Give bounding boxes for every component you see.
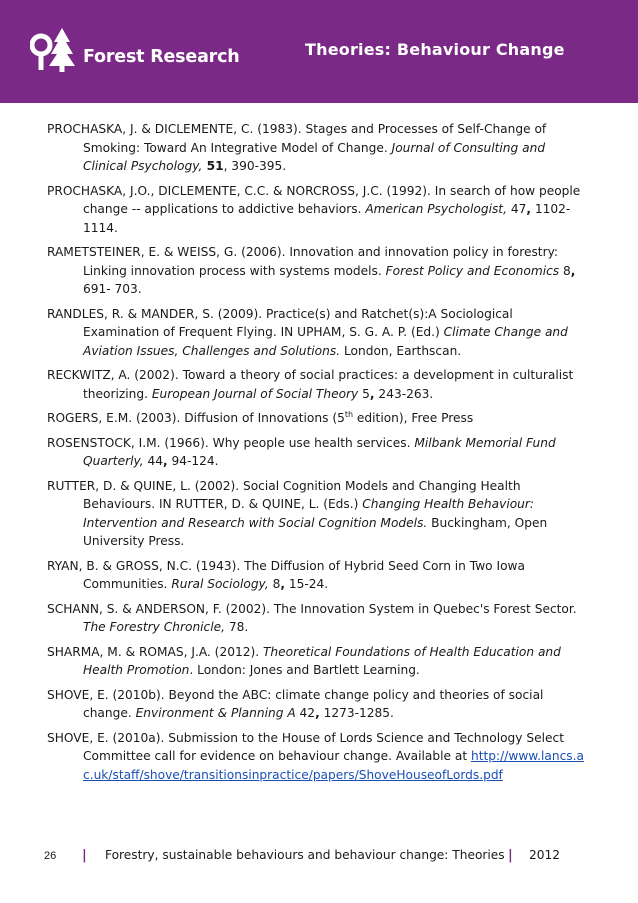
logo-text: Forest Research — [83, 47, 240, 67]
reference-item: PROCHASKA, J.O., DICLEMENTE, C.C. & NORCROSS, J.C. (1992). In search of how people change -- applications to addictive behaviors. American Psychologist, 47, 1102-1114. — [47, 183, 581, 235]
footer-year: 2012 — [529, 848, 561, 862]
reference-item: PROCHASKA, J. & DICLEMENTE, C. (1983). Stages and Processes of Self-Change of Smoking: Toward An Integrative Model of Change. Journal of Consulting and Clinical Psychology, 51, 390-395. — [47, 122, 547, 173]
reference-item: RANDLES, R. & MANDER, S. (2009). Practice(s) and Ratchet(s):A Sociological Examination of Frequent Flying. IN UPHAM, S. G. A. P. (Ed.) Climate Change and Aviation Issues, Challenges and Solutions. London, Earthscan. — [47, 306, 568, 358]
footer-title: Forestry, sustainable behaviours and behaviour change: Theories — [105, 848, 505, 862]
reference-item: SHOVE, E. (2010a). Submission to the House of Lords Science and Technology Select Committee call for evidence on behaviour change. Available at http://www.lancs.ac.uk/staff/shove/transitionsinpractice/papers/ShoveHouseofLords.pdf — [47, 730, 584, 782]
reference-item: RAMETSTEINER, E. & WEISS, G. (2006). Innovation and innovation policy in forestry: Linking innovation process with systems models. Forest Policy and Economics 8, 691- 703. — [47, 245, 576, 296]
reference-item: SHOVE, E. (2010b). Beyond the ABC: climate change policy and theories of social change. Environment & Planning A 42, 1273-1285. — [47, 687, 544, 720]
reference-list — [47, 120, 585, 790]
reference-item: ROSENSTOCK, I.M. (1966). Why people use health services. Milbank Memorial Fund Quarterly, 44, 94-124. — [47, 435, 556, 468]
page-header — [0, 0, 638, 103]
page-footer — [0, 846, 638, 868]
reference-item: ROGERS, E.M. (2003). Diffusion of Innovations (5th edition), Free Press — [47, 409, 474, 425]
tree-icon — [30, 28, 82, 74]
reference-item: SCHANN, S. & ANDERSON, F. (2002). The Innovation System in Quebec's Forest Sector. The Forestry Chronicle, 78. — [47, 601, 577, 634]
footer-separator: | — [82, 848, 87, 863]
reference-item: RUTTER, D. & QUINE, L. (2002). Social Cognition Models and Changing Health Behaviours. IN RUTTER, D. & QUINE, L. (Eds.) Changing Health Behaviour: Intervention and Research with Social Cognition Models. Buckingham, Open University Press. — [47, 478, 548, 548]
reference-item: SHARMA, M. & ROMAS, J.A. (2012). Theoretical Foundations of Health Education and Health Promotion. London: Jones and Bartlett Learning. — [47, 644, 561, 677]
reference-link[interactable]: http://www.lancs.ac.uk/staff/shove/transitionsinpractice/papers/ShoveHouseofLords.pdf — [83, 749, 584, 782]
reference-item: RYAN, B. & GROSS, N.C. (1943). The Diffusion of Hybrid Seed Corn in Two Iowa Communities. Rural Sociology, 8, 15-24. — [47, 558, 525, 591]
page-number: 26 — [44, 850, 57, 862]
header-title: Theories: Behaviour Change — [305, 40, 565, 59]
reference-item: RECKWITZ, A. (2002). Toward a theory of social practices: a development in culturalist theorizing. European Journal of Social Theory 5, 243-263. — [47, 368, 574, 401]
footer-separator: | — [508, 848, 513, 863]
